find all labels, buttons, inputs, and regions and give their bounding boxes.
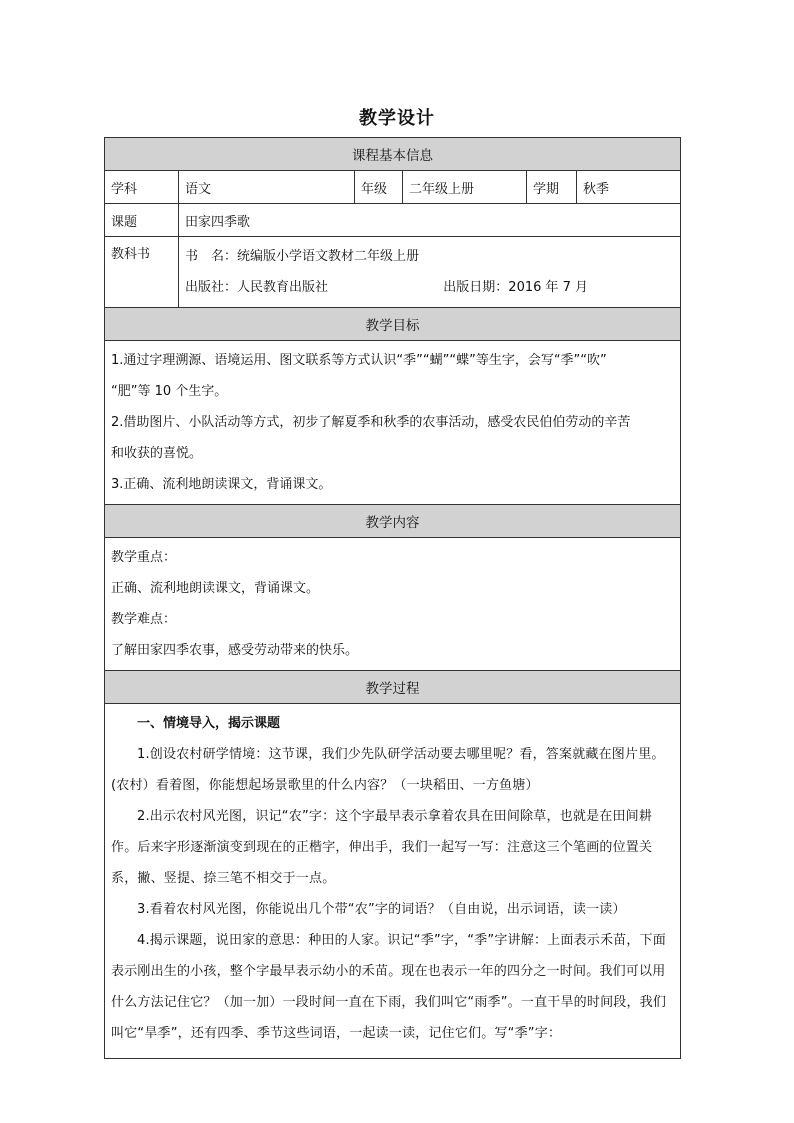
key-point-label: 教学重点：: [111, 550, 177, 565]
grade-label: 年级: [355, 171, 403, 204]
objective-line: “肥”等 10 个生字。: [111, 384, 228, 399]
topic-label: 课题: [105, 204, 179, 237]
term-label: 学期: [527, 171, 577, 204]
process-header: 教学过程: [105, 671, 681, 704]
difficulty-label: 教学难点：: [111, 612, 177, 627]
process-paragraph: 1.创设农村研学情境：这节课，我们少先队研学活动要去哪里呢？看，答案就藏在图片里。(农村）看着图，你能想起场景歌里的什么内容？（一块稻田、一方鱼塘）: [111, 747, 665, 793]
publish-date: 出版日期：2016 年 7 月: [443, 280, 589, 295]
publisher: 出版社：人民教育出版社: [185, 280, 329, 295]
objective-line: 1.通过字理溯源、语境运用、图文联系等方式认识“季”“蝴”“蝶”等生字，会写“季”“吹”: [111, 353, 607, 368]
grade-value: 二年级上册: [403, 171, 527, 204]
content-header: 教学内容: [105, 505, 681, 538]
objective-line: 2.借助图片、小队活动等方式，初步了解夏季和秋季的农事活动，感受农民伯伯劳动的辛苦: [111, 415, 631, 430]
book-name: 书 名：统编版小学语文教材二年级上册: [185, 249, 420, 264]
lesson-plan-table: [104, 137, 681, 1059]
subject-label: 学科: [105, 171, 179, 204]
publisher-row: [185, 272, 674, 303]
subject-value: 语文: [179, 171, 355, 204]
key-point-text: 正确、流利地朗读课文，背诵课文。: [111, 581, 320, 596]
topic-value: 田家四季歌: [179, 204, 681, 237]
content-body: [105, 538, 681, 671]
process-paragraph: 3.看着农村风光图，你能说出几个带“农”字的词语？（自由说，出示词语，读一读）: [137, 902, 626, 917]
objective-line: 和收获的喜悦。: [111, 446, 203, 461]
process-section-title: 一、情境导入，揭示课题: [137, 716, 281, 731]
course-info-header: 课程基本信息: [105, 138, 681, 171]
textbook-label: 教科书: [105, 237, 179, 308]
process-body: [105, 704, 681, 1059]
difficulty-text: 了解田家四季农事，感受劳动带来的快乐。: [111, 643, 359, 658]
objectives-body: [105, 341, 681, 505]
process-paragraph: 4.揭示课题，说田家的意思：种田的人家。识记“季”字，“季”字讲解：上面表示禾苗，下面表示刚出生的小孩，整个字最早表示幼小的禾苗。现在也表示一年的四分之一时间。我们可以用什么方法记住它？（加一加）一段时间一直在下雨，我们叫它“雨季”。一直干旱的时间段，我们叫它“旱季”，还有四季、季节这些词语，一起读一读，记住它们。写“季”字：: [111, 933, 667, 1041]
objectives-header: 教学目标: [105, 308, 681, 341]
objective-line: 3.正确、流利地朗读课文，背诵课文。: [111, 477, 332, 492]
process-paragraph: 2.出示农村风光图，识记“农”字：这个字最早表示拿着农具在田间除草，也就是在田间耕作。后来字形逐渐演变到现在的正楷字，伸出手，我们一起写一写：注意这三个笔画的位置关系，撇、竖提、捺三笔不相交于一点。: [111, 809, 653, 886]
textbook-info: [179, 237, 681, 308]
document-title: 教学设计: [359, 108, 435, 129]
term-value: 秋季: [577, 171, 681, 204]
